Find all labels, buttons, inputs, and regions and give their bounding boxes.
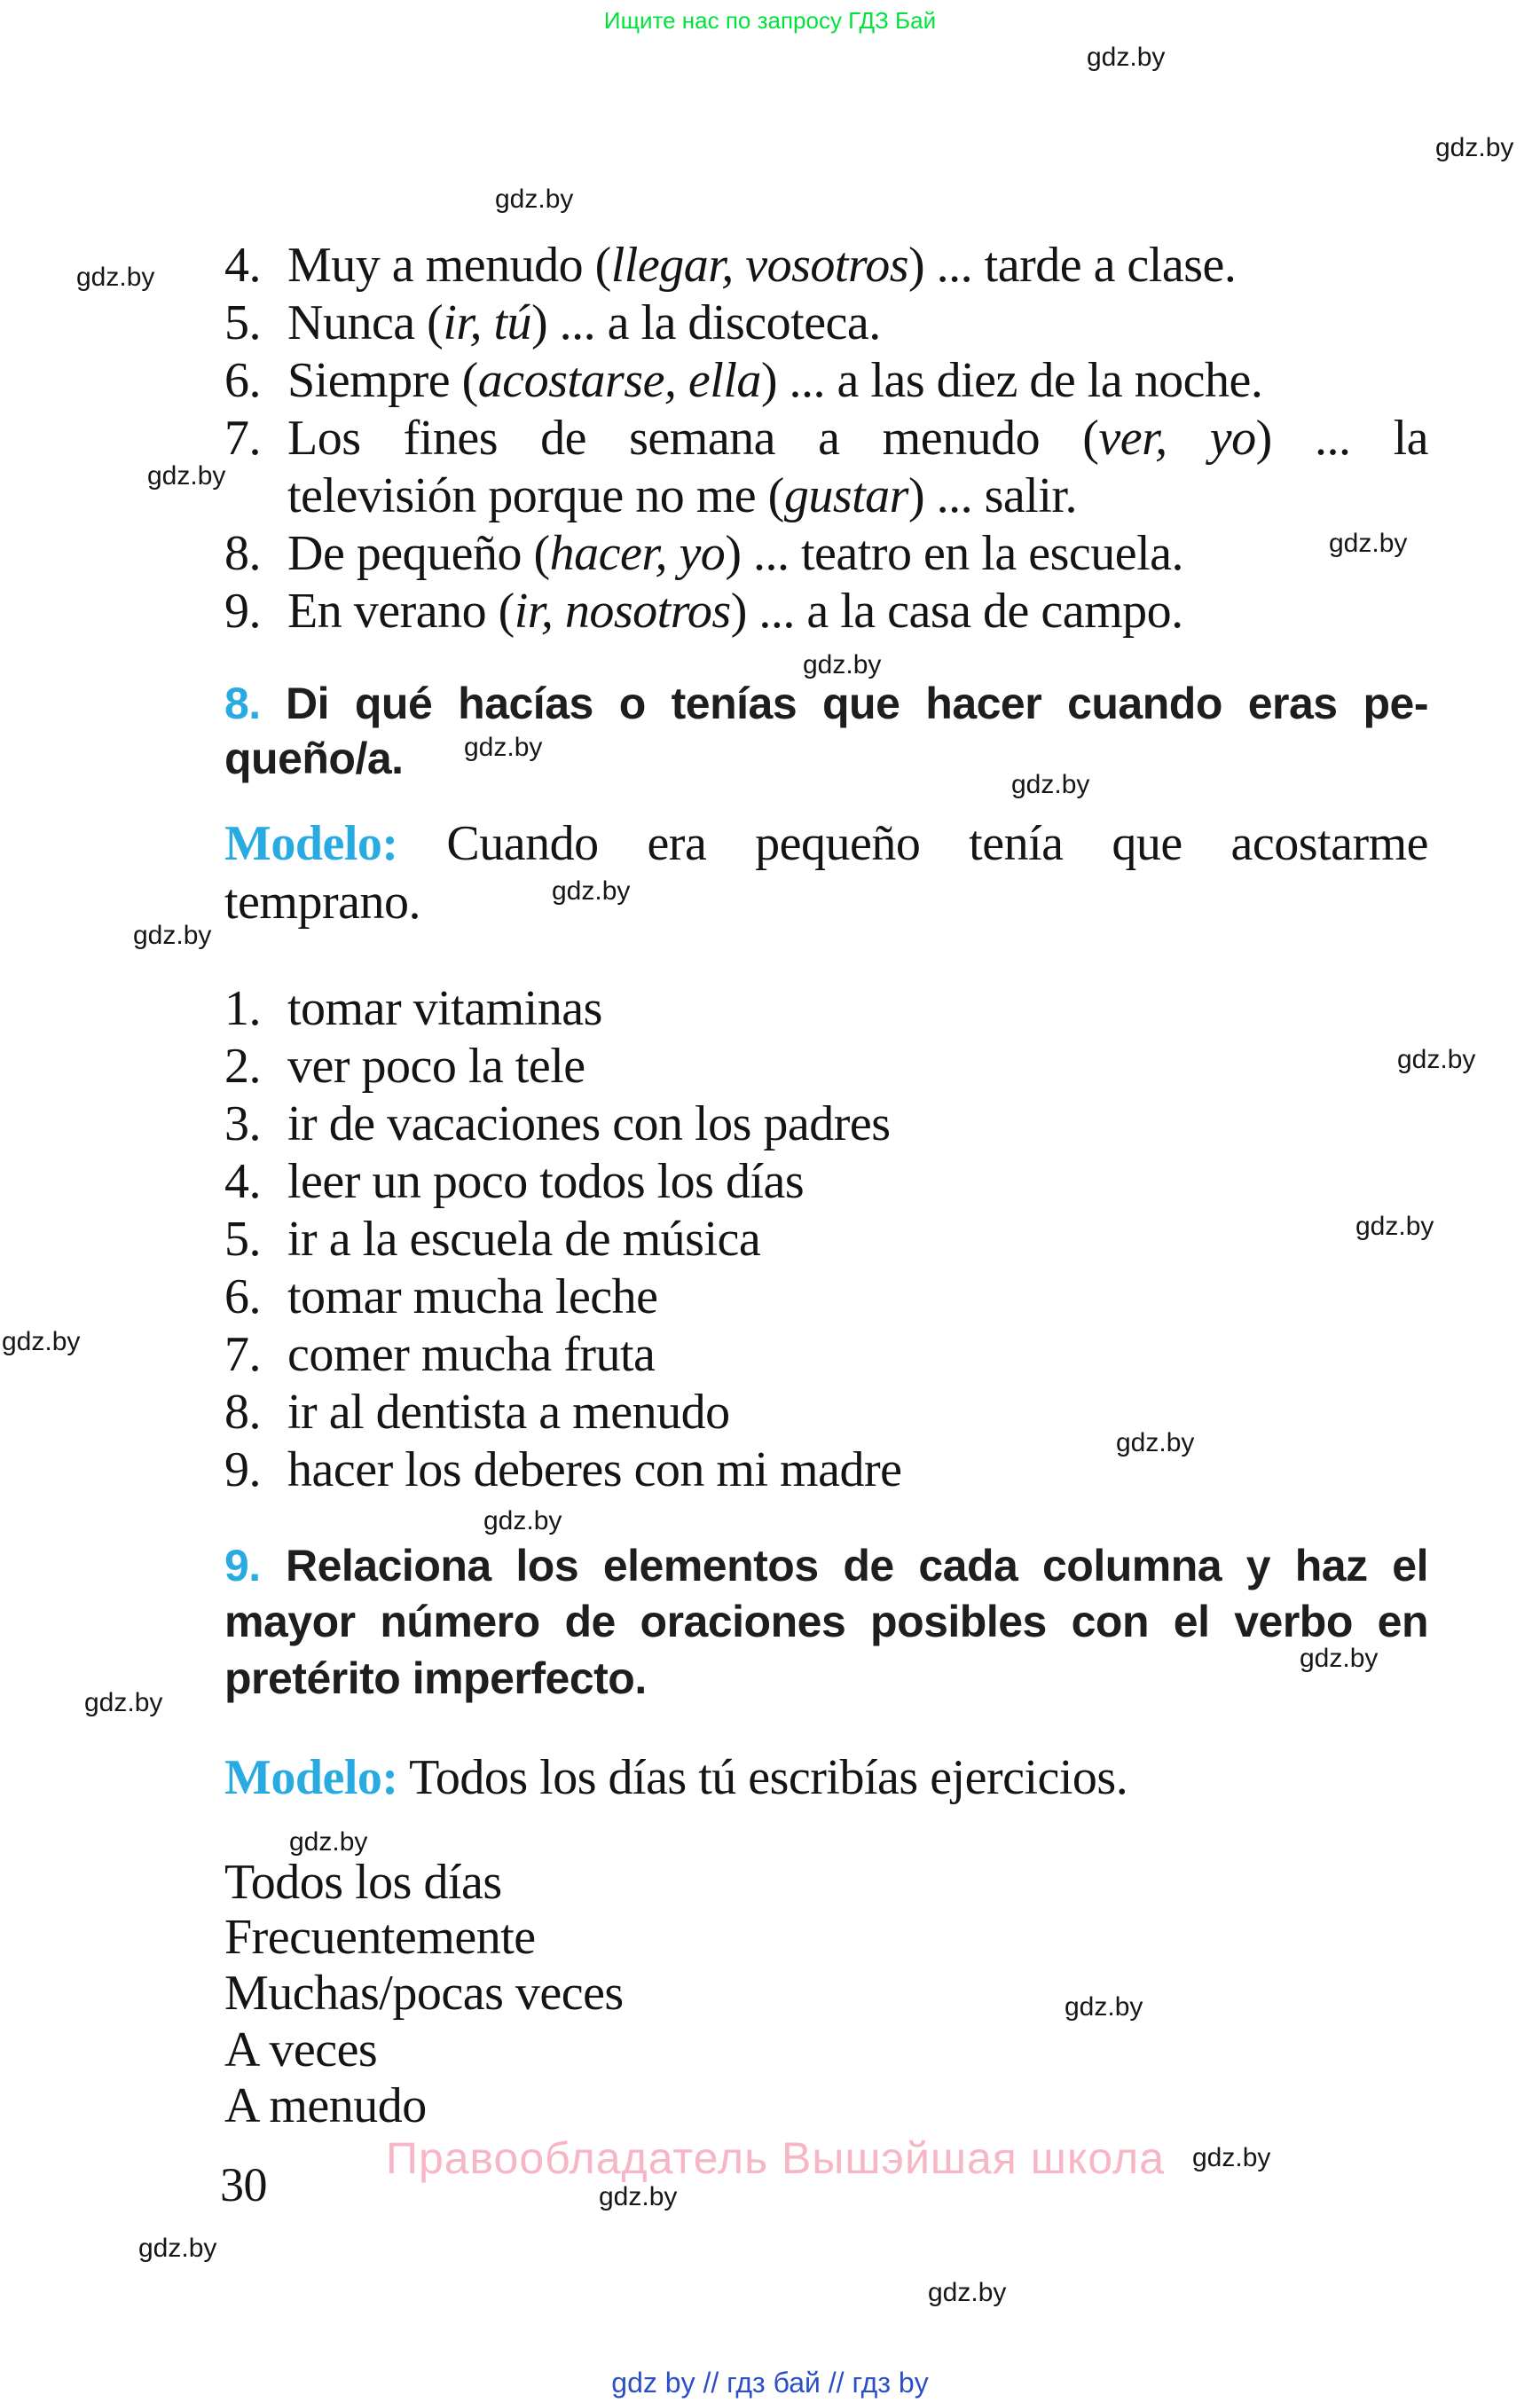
exercise9-modelo (224, 1750, 1128, 1805)
gdz-watermark: gdz.by (138, 2234, 217, 2263)
item-number: 4. (224, 238, 261, 293)
item-text: De pequeño ( (287, 526, 550, 581)
item-verb-italic: gustar (783, 468, 908, 523)
item-text: Los fines de semana a menudo ( (287, 411, 1099, 466)
gdz-watermark: gdz.by (803, 650, 882, 679)
exercise9-column-item: Todos los días (224, 1855, 502, 1910)
item-text: ) ... la (1255, 411, 1429, 466)
gdz-watermark: gdz.by (289, 1827, 368, 1857)
exercise8-item-4 (224, 1154, 1428, 1209)
gdz-watermark: gdz.by (1087, 43, 1166, 72)
item-number: 8. (224, 526, 261, 581)
exercise8-title-text: Di qué hacías o tenías que hacer cuando eras pe- (286, 679, 1428, 728)
exercise7-item-5 (224, 295, 1428, 350)
item-number: 6. (224, 353, 261, 408)
item-text: En verano ( (287, 584, 515, 639)
exercise8-item-6 (224, 1269, 1428, 1324)
exercise8-title-line1 (224, 681, 1428, 726)
gdz-watermark: gdz.by (464, 733, 543, 762)
gdz-watermark: gdz.by (1435, 133, 1514, 162)
exercise8-title-line2: queño/a. (224, 734, 404, 783)
item-text: tomar vitaminas (287, 981, 602, 1036)
exercise8-item-1 (224, 981, 1428, 1036)
item-text: Siempre ( (287, 353, 478, 408)
gdz-watermark: gdz.by (599, 2182, 678, 2211)
gdz-watermark: gdz.by (133, 921, 212, 950)
exercise7-item-9 (224, 584, 1428, 639)
item-text: ir de vacaciones con los padres (287, 1096, 891, 1151)
gdz-watermark: gdz.by (76, 263, 155, 292)
gdz-watermark: gdz.by (1397, 1045, 1476, 1074)
gdz-watermark: gdz.by (1300, 1644, 1379, 1673)
modelo-label: Modelo: (224, 1750, 398, 1805)
item-number: 2. (224, 1039, 261, 1094)
modelo-text: Todos los días tú escribías ejercicios. (409, 1750, 1128, 1805)
item-number: 5. (224, 1212, 261, 1267)
exercise8-modelo-line1 (224, 816, 1429, 871)
item-text: ) ... a las diez de la noche. (760, 353, 1263, 408)
gdz-watermark: gdz.by (84, 1688, 163, 1717)
exercise8-modelo-line2: temprano. (224, 875, 420, 930)
gdz-watermark: gdz.by (1329, 529, 1408, 558)
item-verb-italic: llegar, vosotros (610, 238, 908, 293)
exercise8-item-2 (224, 1039, 1428, 1094)
copyright-watermark: Правообладатель Вышэйшая школа (386, 2133, 1165, 2183)
item-text: comer mucha fruta (287, 1327, 656, 1382)
item-text: televisión porque no me ( (287, 468, 784, 523)
item-number: 7. (224, 411, 261, 466)
item-number: 3. (224, 1096, 261, 1151)
exercise9-title-line3: pretérito imperfecto. (224, 1653, 647, 1703)
exercise7-item-6 (224, 353, 1428, 408)
exercise8-item-3 (224, 1096, 1428, 1151)
exercise7-item-4 (224, 238, 1428, 293)
item-verb-italic: ir, tú (443, 295, 532, 350)
item-text: ir a la escuela de música (287, 1212, 761, 1267)
exercise8-item-7 (224, 1327, 1428, 1382)
exercise8-number: 8. (224, 679, 261, 728)
item-text: ir al dentista a menudo (287, 1385, 730, 1440)
page-number: 30 (220, 2158, 267, 2211)
exercise7-item-7-line2 (287, 468, 1077, 523)
modelo-label: Modelo: (224, 816, 398, 871)
item-text: ) ... a la discoteca. (531, 295, 881, 350)
gdz-watermark: gdz.by (1065, 1992, 1143, 2022)
item-number: 9. (224, 1442, 261, 1497)
item-text: ) ... salir. (908, 468, 1077, 523)
exercise8-item-8 (224, 1385, 1428, 1440)
item-number: 4. (224, 1154, 261, 1209)
item-text: leer un poco todos los días (287, 1154, 805, 1209)
gdz-watermark: gdz.by (2, 1327, 81, 1356)
item-number: 8. (224, 1385, 261, 1440)
item-text: Muy a menudo ( (287, 238, 611, 293)
item-verb-italic: acostarse, ella (477, 353, 761, 408)
exercise9-title-line1 (224, 1543, 1428, 1588)
exercise9-title-text: Relaciona los elementos de cada columna y haz el (286, 1541, 1428, 1590)
gdz-watermark: gdz.by (552, 876, 631, 906)
exercise9-column-item: Frecuentemente (224, 1910, 536, 1965)
item-text: ) ... teatro en la escuela. (725, 526, 1183, 581)
exercise9-number: 9. (224, 1541, 261, 1590)
exercise7-item-7-line1 (224, 411, 1429, 466)
item-number: 6. (224, 1269, 261, 1324)
item-text: ) ... a la casa de campo. (730, 584, 1183, 639)
item-text: Nunca ( (287, 295, 444, 350)
item-verb-italic: ir, nosotros (514, 584, 731, 639)
item-number: 9. (224, 584, 261, 639)
gdz-watermark: gdz.by (495, 185, 574, 214)
item-verb-italic: ver, yo (1098, 411, 1256, 466)
item-text: tomar mucha leche (287, 1269, 658, 1324)
gdz-watermark: gdz.by (483, 1506, 562, 1535)
item-number: 1. (224, 981, 261, 1036)
exercise8-item-5 (224, 1212, 1428, 1267)
exercise9-title-line2: mayor número de oraciones posibles con el verbo en (224, 1597, 1428, 1646)
item-text: ) ... tarde a clase. (908, 238, 1237, 293)
gdz-watermark: gdz.by (1192, 2143, 1271, 2172)
exercise9-column-item: A veces (224, 2022, 378, 2077)
exercise7-item-8 (224, 526, 1428, 581)
gdz-watermark: gdz.by (1011, 770, 1090, 799)
gdz-watermark: gdz.by (1116, 1428, 1195, 1457)
exercise9-column-item: Muchas/pocas veces (224, 1966, 624, 2021)
exercise9-column-item: A menudo (224, 2078, 427, 2133)
item-number: 5. (224, 295, 261, 350)
item-number: 7. (224, 1327, 261, 1382)
top-banner-text: Ищите нас по запросу ГДЗ Бай (603, 7, 937, 34)
gdz-watermark: gdz.by (147, 461, 226, 491)
gdz-watermark: gdz.by (928, 2278, 1007, 2307)
item-verb-italic: hacer, yo (549, 526, 726, 581)
gdz-watermark: gdz.by (1355, 1212, 1434, 1241)
item-text: ver poco la tele (287, 1039, 585, 1094)
modelo-text: Cuando era pequeño tenía que acostarme (446, 816, 1429, 871)
footer-links: gdz by // гдз бай // гдз by (611, 2367, 929, 2399)
item-text: hacer los deberes con mi madre (287, 1442, 902, 1497)
